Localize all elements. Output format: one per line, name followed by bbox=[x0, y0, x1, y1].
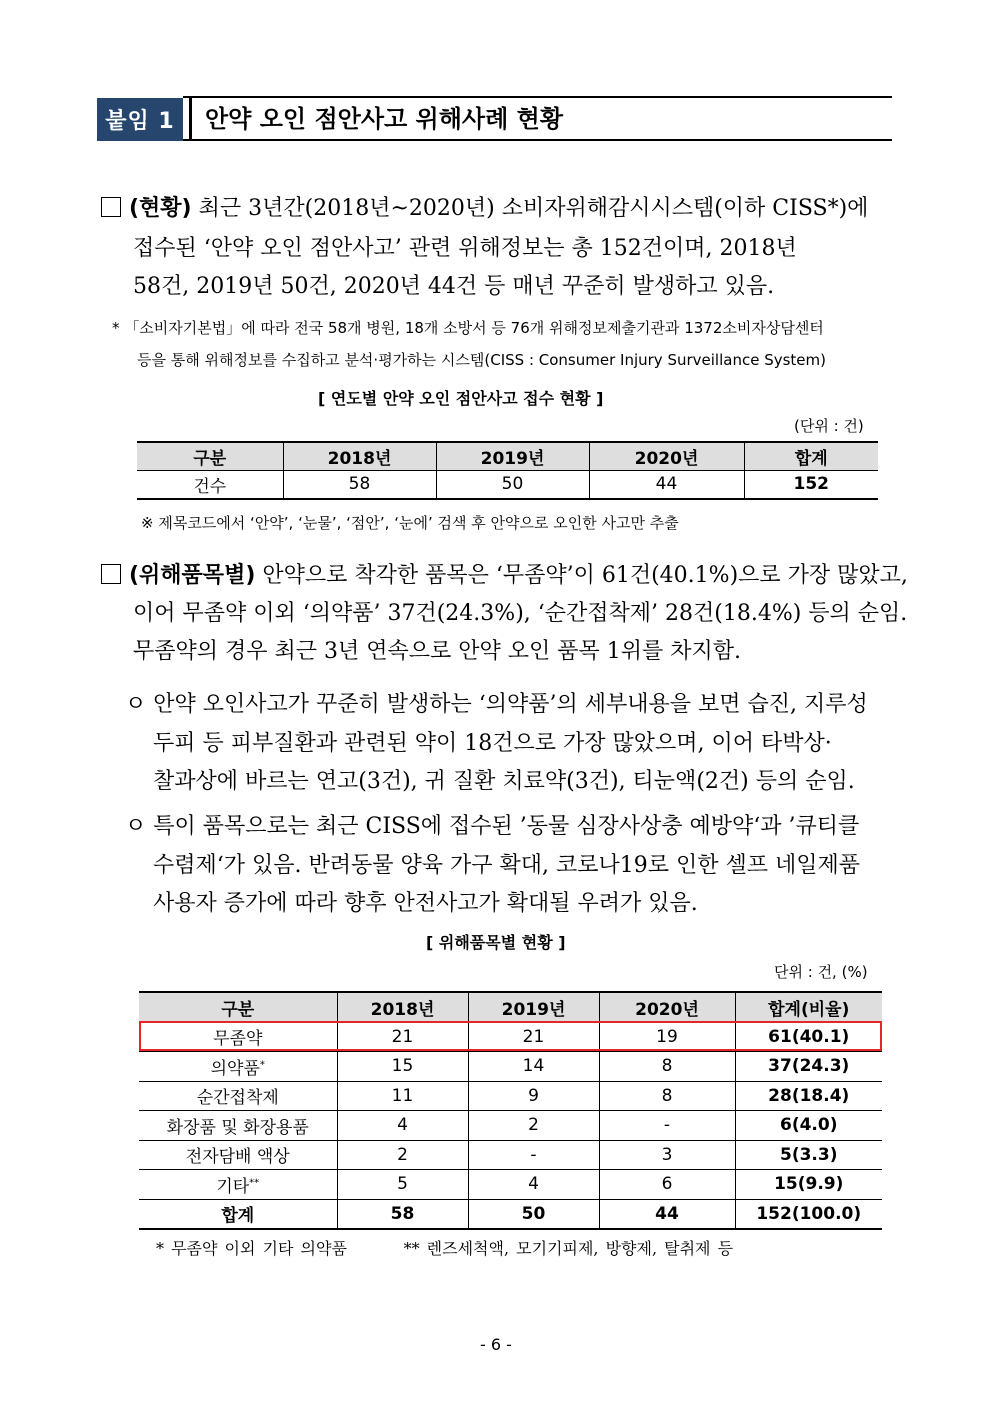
section2-text1: 안약으로 착각한 품목은 ‘무좀약’이 61건(40.1%)으로 가장 많았고, bbox=[255, 563, 908, 588]
row-label: 전자담배 액상 bbox=[185, 1147, 290, 1168]
section2-label: (위해품목별) bbox=[129, 563, 256, 588]
table-cell: 합계 bbox=[139, 1199, 337, 1229]
table2-footnote: * 무좀약 이외 기타 의약품 ** 렌즈세척액, 모기기피제, 방향제, 탈취제 등 bbox=[156, 1239, 734, 1258]
table-cell: 9 bbox=[468, 1081, 599, 1111]
table-row bbox=[139, 1140, 882, 1170]
table-header-cell: 합계(비율) bbox=[735, 992, 882, 1022]
bullet2-line3: 사용자 증가에 따라 향후 안전사고가 확대될 우려가 있음. bbox=[153, 891, 698, 916]
table-cell: 44 bbox=[589, 470, 744, 499]
table-header-cell: 2020년 bbox=[589, 442, 744, 470]
table-cell: 2 bbox=[468, 1111, 599, 1141]
header-bottom-rule bbox=[183, 139, 892, 141]
table-cell: 3 bbox=[599, 1140, 735, 1170]
table-header-cell: 2019년 bbox=[468, 992, 599, 1022]
table-total-row bbox=[139, 1199, 882, 1229]
section1-label: (현황) bbox=[129, 196, 192, 221]
header-top-rule bbox=[183, 96, 892, 98]
table-cell: - bbox=[599, 1111, 735, 1141]
table-header-cell: 2018년 bbox=[283, 442, 436, 470]
table1-caption: [ 연도별 안약 오인 점안사고 접수 현황 ] bbox=[318, 389, 604, 408]
table-header-cell: 2020년 bbox=[599, 992, 735, 1022]
row-label: 의약품 bbox=[210, 1058, 260, 1079]
table-row bbox=[139, 1081, 882, 1111]
table-header-cell: 2019년 bbox=[436, 442, 589, 470]
table-cell: 4 bbox=[468, 1170, 599, 1200]
table-row bbox=[139, 1052, 882, 1082]
table-row bbox=[139, 1170, 882, 1200]
table-row bbox=[139, 1111, 882, 1141]
table-header-row bbox=[139, 992, 882, 1022]
item-category-table bbox=[139, 991, 882, 1230]
row-label: 무좀약 bbox=[213, 1029, 263, 1050]
table-cell: 37(24.3) bbox=[735, 1052, 882, 1082]
table-cell: 152 bbox=[744, 470, 878, 499]
table1-unit: (단위 : 건) bbox=[794, 417, 864, 435]
checkbox-square-icon bbox=[101, 564, 121, 584]
table-header-cell: 구분 bbox=[139, 992, 337, 1022]
section1-note-line1: * 「소비자기본법」에 따라 전국 58개 병원, 18개 소방서 등 76개 위해정보제출기관과 1372소비자상담센터 bbox=[112, 319, 824, 337]
table-cell: 58 bbox=[283, 470, 436, 499]
table2-caption: [ 위해품목별 현황 ] bbox=[426, 933, 566, 952]
table-cell: 61(40.1) bbox=[735, 1022, 882, 1052]
table-header-cell: 2018년 bbox=[337, 992, 468, 1022]
table-cell: 44 bbox=[599, 1199, 735, 1229]
table-cell: 15 bbox=[337, 1052, 468, 1082]
section1-line1 bbox=[101, 189, 868, 229]
table-cell: 4 bbox=[337, 1111, 468, 1141]
row-label-sup: ** bbox=[249, 1177, 260, 1189]
section2-line2: 이어 무좀약 이외 ‘의약품’ 37건(24.3%), ‘순간접착제’ 28건(18.4%) 등의 순임. bbox=[133, 601, 908, 626]
table-cell: 152(100.0) bbox=[735, 1199, 882, 1229]
table-cell: 5 bbox=[337, 1170, 468, 1200]
table-cell: 19 bbox=[599, 1022, 735, 1052]
table-cell: 28(18.4) bbox=[735, 1081, 882, 1111]
section1-line3: 58건, 2019년 50건, 2020년 44건 등 매년 꾸준히 발생하고 있음. bbox=[133, 274, 775, 299]
row-label-cell bbox=[139, 1111, 337, 1141]
row-label: 기타 bbox=[216, 1176, 250, 1197]
table2-unit: 단위 : 건, (%) bbox=[774, 963, 868, 981]
section1-text1: 최근 3년간(2018년~2020년) 소비자위해감시시스템(이하 CISS*)에 bbox=[191, 196, 869, 221]
row-label-sup: * bbox=[259, 1059, 265, 1071]
table-cell: 21 bbox=[468, 1022, 599, 1052]
table-header-row bbox=[137, 442, 878, 470]
table-cell: 50 bbox=[436, 470, 589, 499]
row-label: 화장품 및 화장용품 bbox=[166, 1117, 309, 1138]
table-cell: 21 bbox=[337, 1022, 468, 1052]
table-cell: 건수 bbox=[193, 476, 227, 497]
bullet1-line1: ㅇ 안약 오인사고가 꾸준히 발생하는 ‘의약품’의 세부내용을 보면 습진, 지루성 bbox=[125, 692, 868, 717]
bullet1-line3: 찰과상에 바르는 연고(3건), 귀 질환 치료약(3건), 티눈액(2건) 등의 순임. bbox=[153, 769, 855, 794]
table-header-cell: 구분 bbox=[137, 442, 283, 470]
table-row bbox=[139, 1022, 882, 1052]
attachment-badge: 붙임 1 bbox=[97, 98, 183, 141]
bullet2-line1: ㅇ 특이 품목으로는 최근 CISS에 접수된 ’동물 심장사상충 예방약‘과 ’큐티클 bbox=[125, 814, 860, 839]
table-cell: 6(4.0) bbox=[735, 1111, 882, 1141]
table-cell: 58 bbox=[337, 1199, 468, 1229]
yearly-accident-table bbox=[137, 441, 878, 500]
row-label: 순간접착제 bbox=[196, 1088, 279, 1109]
table-cell: 50 bbox=[468, 1199, 599, 1229]
table-cell: 8 bbox=[599, 1081, 735, 1111]
table-cell: 14 bbox=[468, 1052, 599, 1082]
section2-line1 bbox=[101, 556, 908, 596]
table-row bbox=[137, 470, 878, 499]
header-divider bbox=[189, 98, 192, 139]
bullet1-line2: 두피 등 피부질환과 관련된 약이 18건으로 가장 많았으며, 이어 타박상· bbox=[153, 731, 832, 756]
table-cell: 6 bbox=[599, 1170, 735, 1200]
table-cell: 5(3.3) bbox=[735, 1140, 882, 1170]
row-label-cell bbox=[139, 1022, 337, 1052]
section2-line3: 무좀약의 경우 최근 3년 연속으로 안약 오인 품목 1위를 차지함. bbox=[133, 639, 741, 664]
table-cell: - bbox=[468, 1140, 599, 1170]
table-cell: 15(9.9) bbox=[735, 1170, 882, 1200]
row-label-cell bbox=[139, 1081, 337, 1111]
row-label-cell bbox=[139, 1140, 337, 1170]
row-label-cell bbox=[139, 1170, 337, 1200]
bullet2-line2: 수렴제‘가 있음. 반려동물 양육 가구 확대, 코로나19로 인한 셀프 네일제품 bbox=[153, 853, 860, 878]
document-title: 안약 오인 점안사고 위해사례 현황 bbox=[205, 105, 563, 133]
document-header bbox=[97, 96, 892, 141]
row-label-cell bbox=[139, 1052, 337, 1082]
checkbox-square-icon bbox=[101, 197, 121, 217]
table-cell: 2 bbox=[337, 1140, 468, 1170]
page-number: - 6 - bbox=[480, 1335, 512, 1354]
table1-footnote: ※ 제목코드에서 ‘안약’, ‘눈물’, ‘점안’, ‘눈에’ 검색 후 안약으로 오인한 사고만 추출 bbox=[141, 514, 679, 532]
table-header-cell: 합계 bbox=[744, 442, 878, 470]
section1-note-line2: 등을 통해 위해정보를 수집하고 분석·평가하는 시스템(CISS : Consumer Injury Surveillance System) bbox=[137, 351, 826, 369]
table-cell: 8 bbox=[599, 1052, 735, 1082]
section1-line2: 접수된 ‘안약 오인 점안사고’ 관련 위해정보는 총 152건이며, 2018년 bbox=[133, 236, 797, 261]
table-cell: 11 bbox=[337, 1081, 468, 1111]
